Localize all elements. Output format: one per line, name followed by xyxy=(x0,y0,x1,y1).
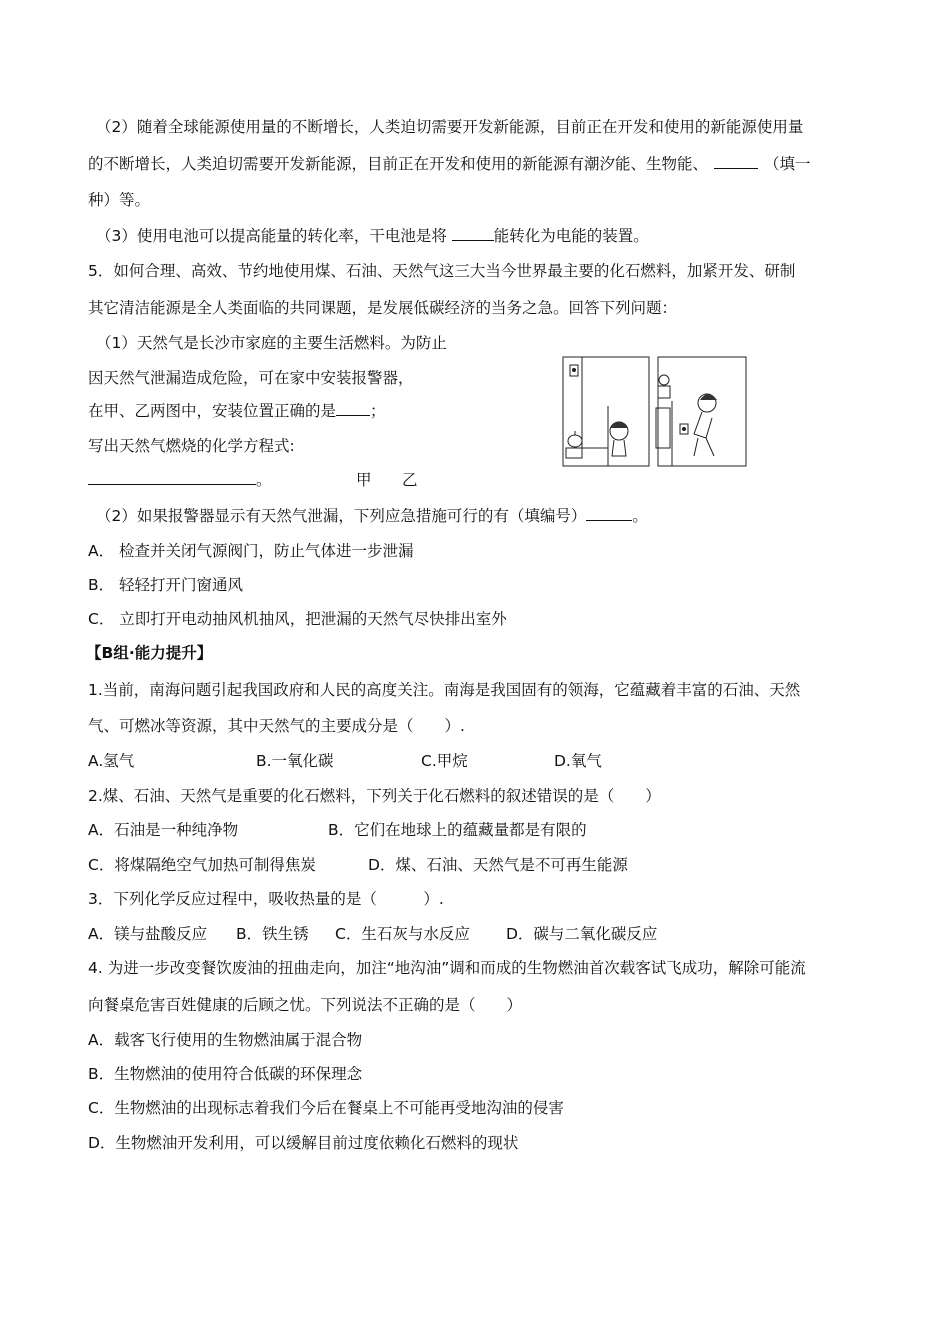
section-heading: 【B组·能力提升】 xyxy=(86,644,213,662)
text-line: （1）天然气是长沙市家庭的主要生活燃料。为防止 xyxy=(96,334,447,352)
q4-option-c[interactable]: C．生物燃油的出现标志着我们今后在餐桌上不可能再受地沟油的侵害 xyxy=(88,1099,564,1117)
answer-blank[interactable] xyxy=(452,226,494,241)
text-line: 的不断增长，人类迫切需要开发新能源，目前正在开发和使用的新能源有潮汐能、生物能、 （填一 xyxy=(88,155,811,173)
q2-option-d[interactable]: D．煤、石油、天然气是不可再生能源 xyxy=(368,856,628,874)
figure-label-jia: 甲 xyxy=(356,471,372,489)
question-1-cont: 气、可燃冰等资源，其中天然气的主要成分是（ ）. xyxy=(88,717,465,735)
question-2: 2.煤、石油、天然气是重要的化石燃料，下列关于化石燃料的叙述错误的是（ ） xyxy=(88,787,661,805)
q2-option-a[interactable]: A．石油是一种纯净物 xyxy=(88,821,239,839)
q3-option-d[interactable]: D．碳与二氧化碳反应 xyxy=(506,925,658,943)
text-line: 写出天然气燃烧的化学方程式: xyxy=(88,437,295,455)
answer-blank[interactable] xyxy=(88,470,256,485)
q2-option-b[interactable]: B．它们在地球上的蕴藏量都是有限的 xyxy=(328,821,587,839)
question-4: 4. 为进一步改变餐饮废油的扭曲走向，加注“地沟油”调和而成的生物燃油首次载客试飞成功，解除可能流 xyxy=(88,959,806,977)
text-line: （3）使用电池可以提高能量的转化率，干电池是将 能转化为电能的装置。 xyxy=(96,227,649,245)
answer-blank[interactable] xyxy=(586,506,632,521)
q2-option-c[interactable]: C．将煤隔绝空气加热可制得焦炭 xyxy=(88,856,316,874)
option-c: C． 立即打开电动抽风机抽风，把泄漏的天然气尽快排出室外 xyxy=(88,610,507,628)
text-line: （2）如果报警器显示有天然气泄漏，下列应急措施可行的有（填编号） 。 xyxy=(96,507,648,525)
answer-blank[interactable] xyxy=(336,401,370,416)
text-line: （2）随着全球能源使用量的不断增长，人类迫切需要开发新能源，目前正在开发和使用的新能源使用量 xyxy=(96,118,804,136)
question-4-cont: 向餐桌危害百姓健康的后顾之忧。下列说法不正确的是（ ） xyxy=(88,996,523,1014)
q3-option-a[interactable]: A．镁与盐酸反应 xyxy=(88,925,208,943)
question-1: 1.当前，南海问题引起我国政府和人民的高度关注。南海是我国固有的领海，它蕴藏着丰富的石油、天然 xyxy=(88,681,801,699)
q1-option-d[interactable]: D.氧气 xyxy=(554,752,602,770)
text-line: 因天然气泄漏造成危险，可在家中安装报警器， xyxy=(88,369,414,387)
q1-option-c[interactable]: C.甲烷 xyxy=(421,752,468,770)
option-a: A． 检查并关闭气源阀门，防止气体进一步泄漏 xyxy=(88,542,414,560)
text-line: 在甲、乙两图中，安装位置正确的是 ； xyxy=(88,402,386,420)
text-line: 5．如何合理、高效、节约地使用煤、石油、天然气这三大当今世界最主要的化石燃料，加紧开发、研制 xyxy=(88,262,796,280)
q1-option-b[interactable]: B.一氧化碳 xyxy=(256,752,334,770)
question-3: 3．下列化学反应过程中，吸收热量的是（ ）. xyxy=(88,890,444,908)
q3-option-b[interactable]: B．铁生锈 xyxy=(236,925,309,943)
q1-option-a[interactable]: A.氢气 xyxy=(88,752,135,770)
q4-option-a[interactable]: A．载客飞行使用的生物燃油属于混合物 xyxy=(88,1031,363,1049)
q4-option-d[interactable]: D．生物燃油开发利用，可以缓解目前过度依赖化石燃料的现状 xyxy=(88,1134,519,1152)
text-line: 其它清洁能源是全人类面临的共同课题，是发展低碳经济的当务之急。回答下列问题： xyxy=(88,299,678,317)
text-line: 种）等。 xyxy=(88,191,151,209)
text-line: 。 xyxy=(88,470,272,490)
gas-alarm-figure xyxy=(562,356,748,468)
q3-option-c[interactable]: C．生石灰与水反应 xyxy=(335,925,470,943)
q4-option-b[interactable]: B．生物燃油的使用符合低碳的环保理念 xyxy=(88,1065,363,1083)
answer-blank[interactable] xyxy=(714,154,758,169)
figure-label-yi: 乙 xyxy=(402,471,418,489)
option-b: B． 轻轻打开门窗通风 xyxy=(88,576,244,594)
